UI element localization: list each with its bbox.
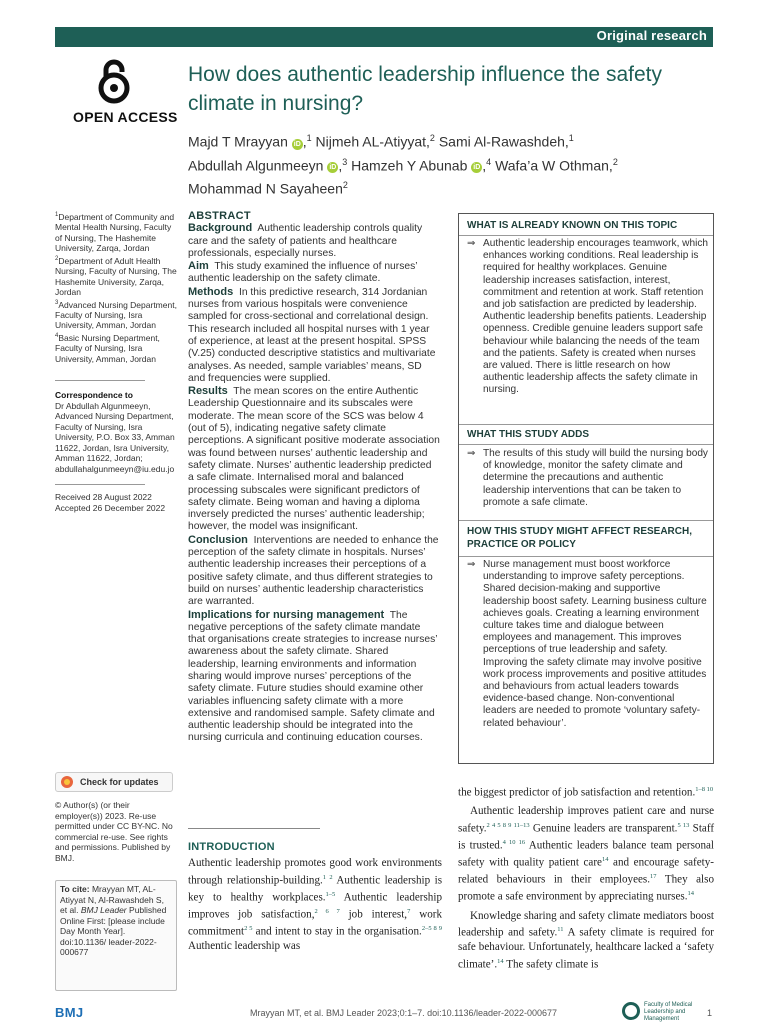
box-text: Authentic leadership encourages teamwork, which enhances working conditions. Real leadership is required for healthy workplaces. Genuine leadership increases satisfaction, interest, commitment and retention at work. Staff retention and job satisfaction are predicted by leadership. Authentic leadership benefits patients. Leadership openness. Credible genuine leaders support safe behaviour while balancing the needs of the team and the patients. Safety is created when nurses are valued. There is little research on how authentic leadership affects the safety climate in nursing. xyxy=(483,238,708,396)
orcid-icon[interactable]: iD xyxy=(329,164,337,172)
affiliations: $^1$Department of Community and Mental Health Nursing, Faculty of Nursing, The Hashemite University, Zarqa, Jordan $^2$Department of Adult Health Nursing, Faculty of Nursing, The Hashemite University, Zarqa, Jordan $^3$Advanced Nursing Department, Faculty of Nursing, Isra University, Amman, Jordan $^4$Basic Nursing Department, Faculty of Nursing, Isra University, Amman, Jordan xyxy=(55,211,177,364)
reference[interactable]: 2 4 5 8 9 11–13 xyxy=(486,821,530,829)
reference[interactable]: 17 xyxy=(650,873,657,881)
box-heading: WHAT THIS STUDY ADDS xyxy=(467,429,590,440)
reference[interactable]: 2 6 7 xyxy=(314,907,340,915)
reference[interactable]: 2 5 xyxy=(244,925,253,933)
author-name[interactable]: Majd T Mrayyan xyxy=(188,133,288,150)
author-list: Majd T Mrayyan iD ,$^1$ Nijmeh AL-Atiyyat,$^2$ Sami Al-Rawashdeh,$^1$ Abdullah Algunmeeyn iD ,$^3$ Hamzeh Y Abunab iD ,$^4$ Wafa’a W Othman,$^2$ Mohammad N Sayaheen$^2$ xyxy=(188,133,618,197)
reference[interactable]: 1–8 10 xyxy=(695,786,714,793)
article-title: How does authentic leadership influence the safety climate in nursing? xyxy=(188,63,662,115)
open-access-icon xyxy=(96,58,132,104)
abstract-heading: ABSTRACT xyxy=(188,210,251,222)
section-band xyxy=(55,27,713,47)
arrow-icon: ⇒ xyxy=(467,448,476,459)
orcid-icon[interactable]: iD xyxy=(473,164,481,172)
faculty-logo-icon xyxy=(622,1002,640,1020)
correspondence xyxy=(55,390,177,474)
correspondence-text: Dr Abdullah Algunmeeyn, Advanced Nursing Department, Faculty of Nursing, Isra University, P.O. Box 33, Amman 11622, Jordan, Isra University, Amman 11622, Jordan; abdullahalgunmeeyn@iu.edu.jo xyxy=(55,400,175,474)
author-name[interactable]: Nijmeh AL-Atiyyat, xyxy=(315,133,430,150)
box-text: The results of this study will build the nursing body of knowledge, monitor the safety climate and determine the precautions and authentic leadership interventions that can be taken to promote a safe climate. xyxy=(483,448,708,508)
divider xyxy=(188,828,320,829)
reference[interactable]: 1–5 xyxy=(325,890,336,898)
reference[interactable]: 5 13 xyxy=(677,821,690,829)
box-text: Nurse management must boost workforce understanding to improve safety perceptions. Shared decision-making and supportive leadership boost safety. Learning business culture achieves goals. Creating a learning environment culture takes time and dialogue between employees and management. This improves perceptions of true leadership and safety. Improving the safety climate may involve positive work process improvements and positive attitudes and behaviours from actual leaders towards evidence-based change. Non-conventional leaders are needed to promote ‘voluntary safety-related behaviour’. xyxy=(483,559,707,729)
abstract: ABSTRACT Background Authentic leadership controls quality care and the safety of patients and healthcare professionals, especially nurses. Aim This study examined the influence of nurses’ authentic leadership on the safety climate. Methods In this predictive research, 314 Jordanian nurses from various hospitals were convenience sampled for cross-sectional and correlational design. This research included all hospital nurses with 1 year of experience, at least at the present hospital. SPSS (V.25) conducted descriptive statistics and multivariate analyses. As needed, sample variables’ means, SD and frequencies were supplied. Results The mean scores on the entire Authentic Leadership Questionnaire and its subscales were moderate. The mean score of the SCS was below 4 (out of 5), indicating negative safety climate perceptions. A significant positive moderate association was found between nurses’ authentic leadership and safety climate. Nurses’ authentic leadership predicted a safe climate. Internalised moral and balanced processing subscales were significant predictors of safety climate. Being woman and having a diploma inversely predicted the nurses’ authentic leadership; however, the model was insignificant. Conclusion Interventions are needed to enhance the perception of the safety climate in hospitals. Nurses’ authentic leadership increases their perceptions of a positive safety climate, and thus different strategies to build on nurses’ authentic leadership characteristics are warranted. Implications for nursing management The negative perceptions of the safety climate mandate that organisations create strategies to increase nurses’ awareness about the safety climate. Shared leadership, learning environments and information sharing would improve nurses’ perceptions of the safety climate. Future studies should examine other variables influencing safety climate with a more extensive and randomised sample. Safety climate and authentic leadership should be integrated into the nursing curricula and continuing education courses. xyxy=(188,210,440,744)
body-text: the biggest predictor of job satisfaction and retention.$^{1-8 10}$ Authentic leadership improves patient care and nurse safety.$^{2 4 5 8 9 11-13}$ Genuine leaders are transparent.$^{5 13}$ Staff is trusted.$^{4 10 16}$ Authentic leaders balance team personal safety with quality patient care$^{14}$ and encourage safety-related behaviours in their employees.$^{17}$ They also promote a safe environment by appreciating nurses.$^{14}$ Knowledge sharing and safety climate mediators boost leadership and safety.$^{11}$ A safety climate is required for safe behaviour. Unfortunately, healthcare lacked a ‘safety climate’.$^{14}$ The safety climate is xyxy=(458,786,715,971)
reference[interactable]: 14 xyxy=(497,957,504,965)
check-updates-icon xyxy=(61,776,73,788)
author-name[interactable]: Wafa’a W Othman, xyxy=(495,157,613,174)
footer-citation: Mrayyan MT, et al. BMJ Leader 2023;0:1–7. doi:10.1136/leader-2022-000677 xyxy=(250,1008,558,1018)
box-heading: HOW THIS STUDY MIGHT AFFECT RESEARCH, PRACTICE OR POLICY xyxy=(467,526,692,550)
divider xyxy=(55,380,145,381)
box-heading: WHAT IS ALREADY KNOWN ON THIS TOPIC xyxy=(467,220,678,231)
section-heading: INTRODUCTION xyxy=(188,841,275,853)
reference[interactable]: 4 10 16 xyxy=(502,838,526,846)
reference[interactable]: 1 2 xyxy=(322,873,333,881)
divider xyxy=(55,484,145,485)
body-text: Authentic leadership promotes good work environments through relationship-building.$^{1 2}$ Authentic leadership is key to healthy workplaces.$^{1-5}$ Authentic leadership improves job satisfaction,$^{2 6 7}$ job interest,$^7$ work commitment$^{2 5}$ and intent to stay in the organisation.$^{2-5 8 9}$ Authentic leadership was xyxy=(188,857,443,953)
reference[interactable]: 14 xyxy=(601,856,609,864)
copyright: © Author(s) (or their employer(s)) 2023. Re-use permitted under CC BY-NC. No commercial re-use. See rights and permissions. Published by BMJ. xyxy=(55,800,173,863)
cite-box: To cite: Mrayyan MT, AL-Atiyyat N, Al-Rawashdeh S, et al. BMJ Leader Published Online First: [please include Day Month Year]. doi:10.1136/ leader-2022-000677 xyxy=(55,880,177,991)
reference[interactable]: 2–5 8 9 xyxy=(421,925,443,933)
section-label: Original research xyxy=(596,28,707,43)
reference[interactable]: 11 xyxy=(557,926,564,934)
key-messages-box xyxy=(458,213,714,764)
reference[interactable]: 14 xyxy=(687,890,695,898)
reference[interactable]: 7 xyxy=(407,907,411,915)
open-access-label: OPEN ACCESS xyxy=(73,109,178,125)
author-name[interactable]: Sami Al-Rawashdeh, xyxy=(438,133,569,150)
orcid-icon[interactable]: iD xyxy=(293,140,301,148)
author-name[interactable]: Abdullah Algunmeeyn xyxy=(188,157,324,174)
arrow-icon: ⇒ xyxy=(467,238,476,249)
author-name[interactable]: Mohammad N Sayaheen xyxy=(188,180,343,197)
bmj-logo: BMJ xyxy=(55,1005,84,1020)
faculty-logo-text: Faculty of Medical Leadership and Management xyxy=(644,1002,693,1022)
page-number: 1 xyxy=(707,1008,713,1018)
article-dates: Received 28 August 2022 Accepted 26 December 2022 xyxy=(55,492,166,513)
correspondence-heading: Correspondence to xyxy=(55,390,133,400)
check-for-updates-button[interactable]: Check for updates xyxy=(55,772,173,792)
arrow-icon: ⇒ xyxy=(467,559,476,570)
author-name[interactable]: Hamzeh Y Abunab xyxy=(351,157,468,174)
